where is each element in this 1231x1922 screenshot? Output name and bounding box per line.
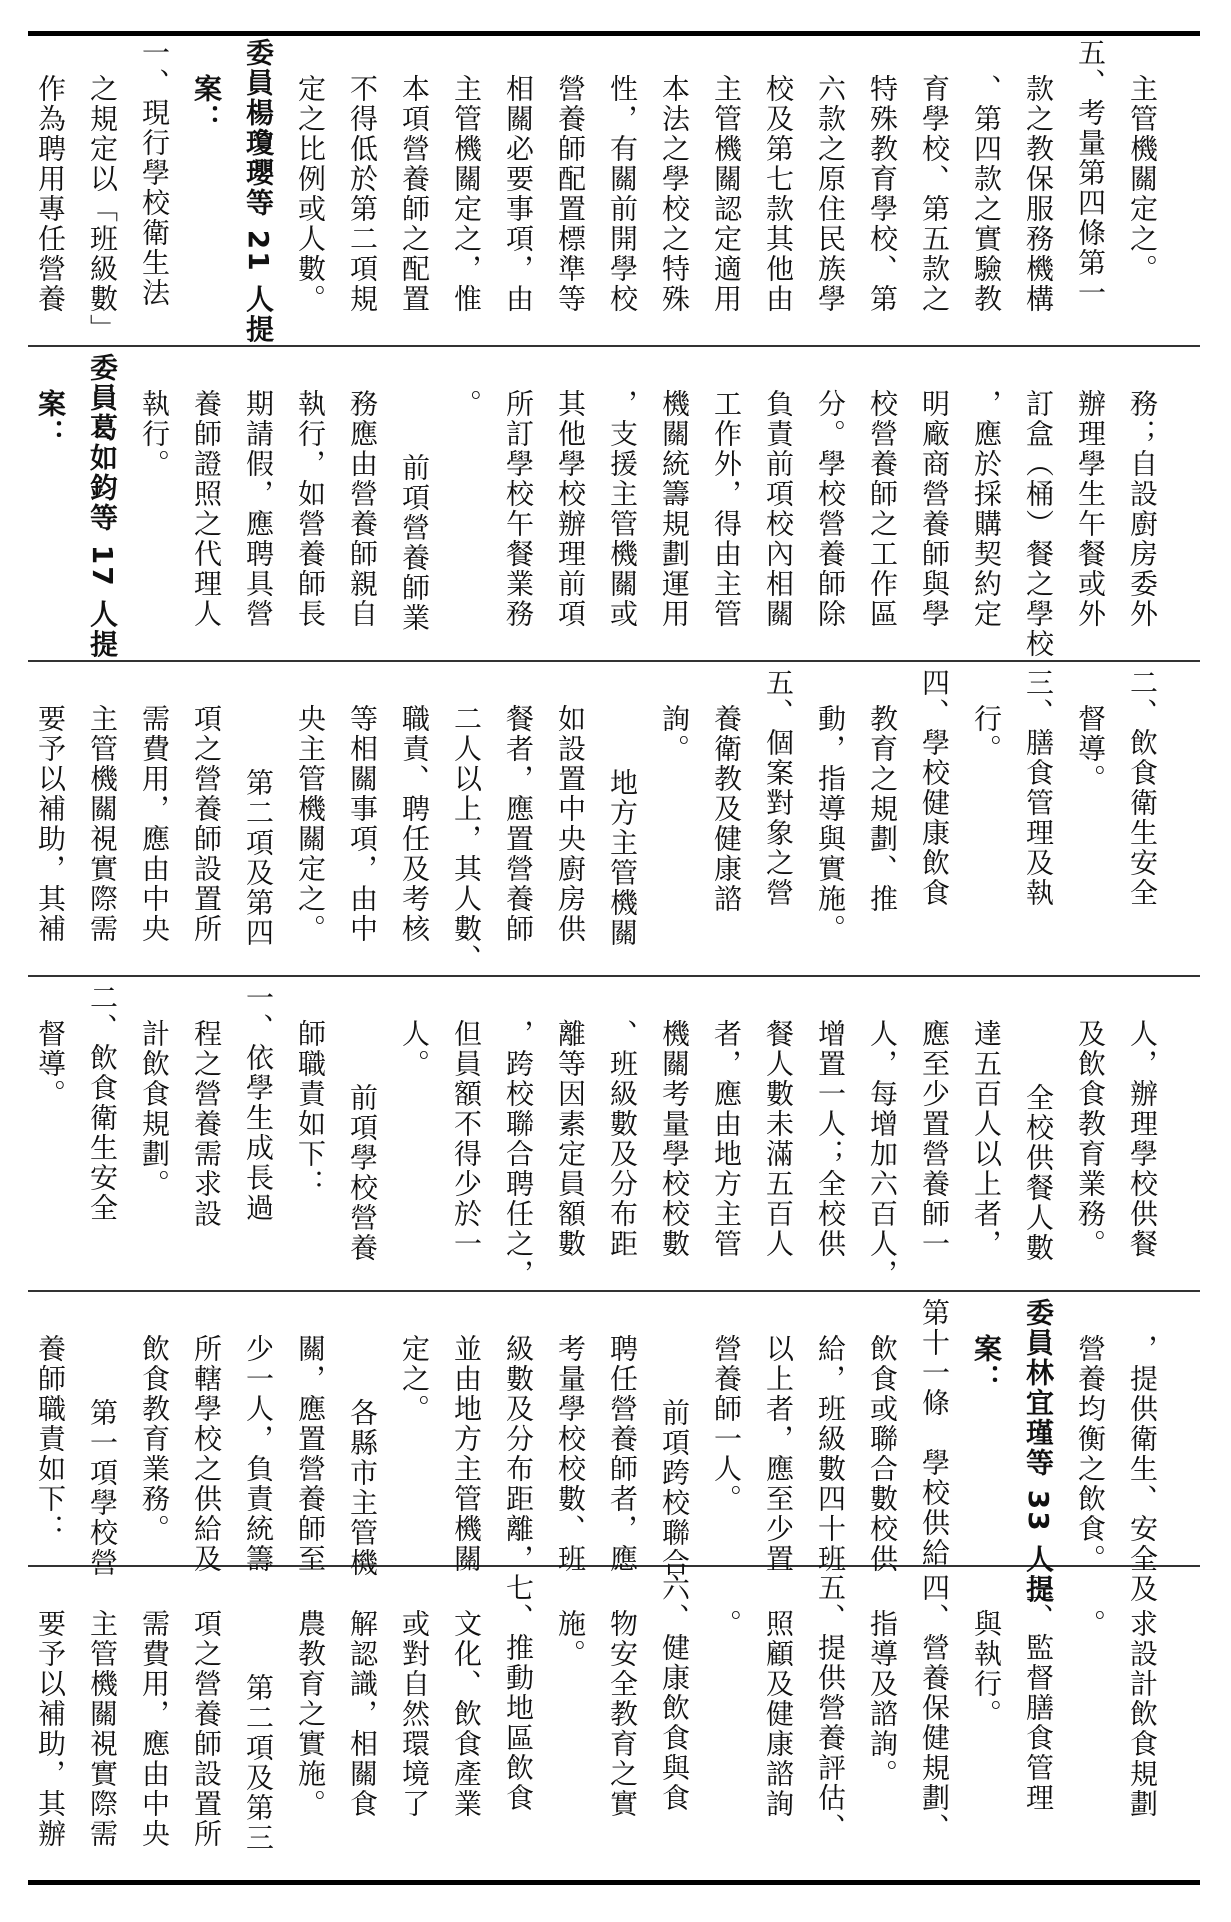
proposal-heading-line: 委員葛如鈞等 17 人提 [86,353,119,660]
text-line: 五、個案對象之營 [762,668,795,908]
text-line: 要予以補助，其補 [34,704,67,944]
text-line: 飲食教育業務。 [138,1334,171,1544]
text-line: 但員額不得少於一 [450,1019,483,1259]
text-line: 。 [450,389,483,419]
text-line: 二人以上，其人數、 [450,704,483,974]
text-column-6 [34,1573,1168,1873]
text-line: 或對自然環境了 [398,1609,431,1819]
text-line: 及飲食教育業務。 [1074,1019,1107,1259]
text-line: 達五百人以上者， [970,1019,1003,1259]
text-line: 職責、聘任及考核 [398,704,431,944]
text-line: 第二項及第四 [242,768,275,948]
proposal-heading-line: 案： [190,74,223,134]
text-line: 營養均衡之飲食。 [1074,1334,1107,1574]
text-line: 務應由營養師親自 [346,389,379,629]
text-line: 工作外，得由主管 [710,389,743,629]
top-rule [28,31,1200,36]
text-line: 執行，如營養師長 [294,389,327,629]
text-line: 本項營養師之配置 [398,74,431,314]
text-line: 款之教保服務機構 [1022,74,1055,314]
text-line: 行。 [970,704,1003,764]
text-line: 關，應置營養師至 [294,1334,327,1574]
text-line: 餐人數未滿五百人 [762,1019,795,1259]
text-line: 如設置中央廚房供 [554,704,587,944]
text-line: 三、膳食管理及執 [1022,668,1055,908]
text-line: 相關必要事項，由 [502,74,535,314]
text-line: 農教育之實施。 [294,1609,327,1819]
text-line: 五、考量第四條第一 [1074,38,1107,308]
text-line: 、班級數及分布距 [606,1019,639,1259]
text-line: 負責前項校內相關 [762,389,795,629]
text-line: 前項跨校聯合 [658,1398,691,1578]
text-line: 程之營養需求設 [190,1019,223,1229]
text-line: 、第四款之實驗教 [970,74,1003,314]
text-line: 以上者，應至少置 [762,1334,795,1574]
text-line: 主管機關定之。 [1126,74,1159,284]
text-line: ，提供衛生、安全及 [1126,1334,1159,1604]
text-line: 營養師一人。 [710,1334,743,1514]
text-line: 與執行。 [970,1609,1003,1729]
text-line: 聘任營養師者，應 [606,1334,639,1574]
text-column-1 [34,38,1168,356]
text-line: 一、依學生成長過 [242,983,275,1223]
text-line: 計飲食規劃。 [138,1019,171,1199]
text-line: 養衛教及健康諮 [710,704,743,914]
text-line: 人，辦理學校供餐 [1126,1019,1159,1259]
text-line: 所訂學校午餐業務 [502,389,535,629]
text-line: 六、健康飲食與食 [658,1573,691,1813]
text-line: 定之比例或人數。 [294,74,327,314]
text-line: 訂盒（桶）餐之學校 [1022,389,1055,659]
text-line: 作為聘用專任營養 [34,74,67,314]
text-line: 需費用，應由中央 [138,1609,171,1849]
text-line: 主管機關認定適用 [710,74,743,314]
text-line: 分。學校營養師除 [814,389,847,629]
text-line: 解認識，相關食 [346,1609,379,1819]
text-line: 項之營養師設置所 [190,1609,223,1849]
text-line: 所轄學校之供給及 [190,1334,223,1574]
text-line: 給，班級數四十班 [814,1334,847,1574]
proposal-heading-line: 委員林宜瑾等 33 人提 [1022,1298,1055,1605]
text-line: 辦理學生午餐或外 [1074,389,1107,629]
text-line: 照顧及健康諮詢 [762,1609,795,1819]
text-line: 機關考量學校校數 [658,1019,691,1259]
text-line: 考量學校校數、班 [554,1334,587,1574]
text-line: 教育之規劃、推 [866,704,899,914]
text-line: 第十一條 學校供給 [918,1298,951,1568]
text-line: 物安全教育之實 [606,1609,639,1819]
text-line: 五、提供營養評估、 [814,1573,847,1843]
text-line: 明廠商營養師與學 [918,389,951,629]
text-line: 等相關事項，由中 [346,704,379,944]
text-line: 級數及分布距離， [502,1334,535,1574]
text-line: 特殊教育學校、第 [866,74,899,314]
text-line: 離等因素定員額數 [554,1019,587,1259]
text-line: 施。 [554,1609,587,1669]
text-line: 人，每增加六百人， [866,1019,899,1289]
text-line: 務；自設廚房委外 [1126,389,1159,629]
proposal-heading-line: 委員楊瓊瓔等 21 人提 [242,38,275,345]
text-line: 主管機關視實際需 [86,704,119,944]
text-line: 性，有關前開學校 [606,74,639,314]
text-line: 求設計飲食規劃 [1126,1609,1159,1819]
text-line: 飲食或聯合數校供 [866,1334,899,1574]
text-line: 機關統籌規劃運用 [658,389,691,629]
text-column-4 [34,983,1168,1301]
text-line: 全校供餐人數 [1022,1083,1055,1263]
text-line: 並由地方主管機關 [450,1334,483,1574]
text-line: 第一項學校營 [86,1398,119,1578]
text-column-2 [34,353,1168,671]
text-line: 餐者，應置營養師 [502,704,535,944]
text-line: 本法之學校之特殊 [658,74,691,314]
text-line: 養師證照之代理人 [190,389,223,629]
text-line: 二、飲食衛生安全 [1126,668,1159,908]
text-column-5 [34,1298,1168,1605]
text-line: 人。 [398,1019,431,1079]
text-line: 各縣市主管機 [346,1398,379,1578]
text-line: 者，應由地方主管 [710,1019,743,1259]
text-line: 期請假，應聘具營 [242,389,275,629]
text-line: 校及第七款其他由 [762,74,795,314]
text-line: 督導。 [1074,704,1107,794]
text-line: 一、現行學校衛生法 [138,38,171,308]
text-line: 前項營養師業 [398,453,431,633]
text-line: 詢。 [658,704,691,764]
text-line: 文化、飲食產業 [450,1609,483,1819]
text-line: 執行。 [138,389,171,479]
text-line: 第二項及第三 [242,1673,275,1853]
proposal-heading-line: 案： [970,1334,1003,1394]
text-line: 前項學校營養 [346,1083,379,1263]
text-line: 營養師配置標準等 [554,74,587,314]
text-line: 之規定以「班級數」 [86,74,119,344]
text-line: 其他學校辦理前項 [554,389,587,629]
text-line: 央主管機關定之。 [294,704,327,944]
text-line: ，跨校聯合聘任之， [502,1019,535,1289]
text-line: 動，指導與實施。 [814,704,847,944]
text-line: 主管機關視實際需 [86,1609,119,1849]
text-line: 。 [710,1609,743,1639]
text-line: 三、監督膳食管理 [1022,1573,1055,1813]
text-line: 。 [1074,1609,1107,1639]
text-line: 定之。 [398,1334,431,1424]
text-line: 校營養師之工作區 [866,389,899,629]
text-line: 養師職責如下： [34,1334,67,1544]
bottom-rule [28,1880,1200,1885]
text-line: 需費用，應由中央 [138,704,171,944]
text-line: 師職責如下： [294,1019,327,1199]
text-line: 二、飲食衛生安全 [86,983,119,1223]
text-line: 督導。 [34,1019,67,1109]
text-line: 要予以補助，其辦 [34,1609,67,1849]
text-line: 四、營養保健規劃、 [918,1573,951,1843]
text-line: 不得低於第二項規 [346,74,379,314]
text-line: ，應於採購契約定 [970,389,1003,629]
text-line: 四、學校健康飲食 [918,668,951,908]
text-line: 應至少置營養師一 [918,1019,951,1259]
text-line: 增置一人；全校供 [814,1019,847,1259]
text-line: 六款之原住民族學 [814,74,847,314]
text-line: 七、推動地區飲食 [502,1573,535,1813]
text-line: 項之營養師設置所 [190,704,223,944]
text-line: 少一人，負責統籌 [242,1334,275,1574]
text-column-3 [34,668,1168,986]
proposal-heading-line: 案： [34,389,67,449]
text-line: 指導及諮詢。 [866,1609,899,1789]
text-line: 地方主管機關 [606,768,639,948]
text-line: ，支援主管機關或 [606,389,639,629]
text-line: 主管機關定之，惟 [450,74,483,314]
text-line: 育學校、第五款之 [918,74,951,314]
